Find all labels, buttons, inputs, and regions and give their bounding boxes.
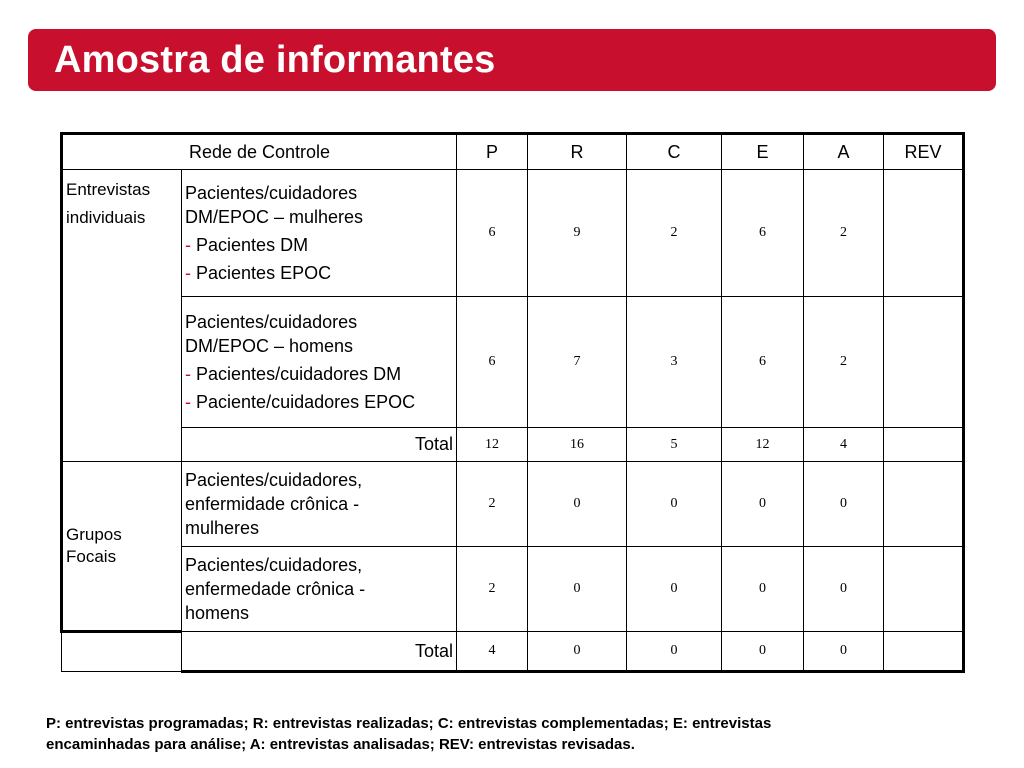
total-rev [884,428,964,462]
sample-table-container [60,132,965,673]
total-label: Total [182,632,457,672]
header-col-e: E [722,134,804,170]
cell-a: 2 [804,297,884,428]
cell-e: 6 [722,170,804,297]
header-col-c: C [627,134,722,170]
row-description: Pacientes/cuidadores DM/EPOC – homens - Pacientes/cuidadores DM - Paciente/cuidadores EPOC [182,297,457,428]
table-row [62,462,964,547]
header-group: Rede de Controle [62,134,457,170]
cell-c: 0 [627,462,722,547]
group-label-individuais: Entrevistas individuais [62,170,182,462]
title-bar [28,29,996,91]
total-row [62,428,964,462]
total-r: 16 [528,428,627,462]
total-e: 0 [722,632,804,672]
cell-r: 0 [528,547,627,632]
total-r: 0 [528,632,627,672]
table-row [62,547,964,632]
sample-table [60,132,965,673]
total-p: 4 [457,632,528,672]
total-p: 12 [457,428,528,462]
page-title: Amostra de informantes [54,39,496,81]
cell-rev [884,462,964,547]
footnote: P: entrevistas programadas; R: entrevistas realizadas; C: entrevistas complementadas; E: entrevistas encaminhadas para análise; A: entrevistas analisadas; REV: entrevistas revisadas. [46,715,772,753]
row-description: Pacientes/cuidadores, enfermedade crônica - homens [182,547,457,632]
header-col-p: P [457,134,528,170]
row-description: Pacientes/cuidadores DM/EPOC – mulheres - Pacientes DM - Pacientes EPOC [182,170,457,297]
cell-p: 6 [457,170,528,297]
row-description: Pacientes/cuidadores, enfermidade crônica - mulheres [182,462,457,547]
cell-c: 2 [627,170,722,297]
table-row [62,170,964,297]
empty-cell [62,632,182,672]
cell-c: 3 [627,297,722,428]
total-c: 5 [627,428,722,462]
cell-rev [884,297,964,428]
cell-e: 6 [722,297,804,428]
total-a: 4 [804,428,884,462]
total-c: 0 [627,632,722,672]
header-row [62,134,964,170]
header-col-r: R [528,134,627,170]
cell-a: 2 [804,170,884,297]
cell-p: 6 [457,297,528,428]
cell-p: 2 [457,547,528,632]
total-label: Total [182,428,457,462]
cell-r: 9 [528,170,627,297]
total-e: 12 [722,428,804,462]
group-label-focais: Grupos Focais [62,462,182,632]
cell-a: 0 [804,547,884,632]
cell-r: 7 [528,297,627,428]
cell-c: 0 [627,547,722,632]
cell-a: 0 [804,462,884,547]
total-row [62,632,964,672]
cell-e: 0 [722,462,804,547]
total-a: 0 [804,632,884,672]
cell-r: 0 [528,462,627,547]
cell-rev [884,170,964,297]
header-col-rev: REV [884,134,964,170]
header-col-a: A [804,134,884,170]
cell-p: 2 [457,462,528,547]
table-row [62,297,964,428]
cell-rev [884,547,964,632]
cell-e: 0 [722,547,804,632]
total-rev [884,632,964,672]
